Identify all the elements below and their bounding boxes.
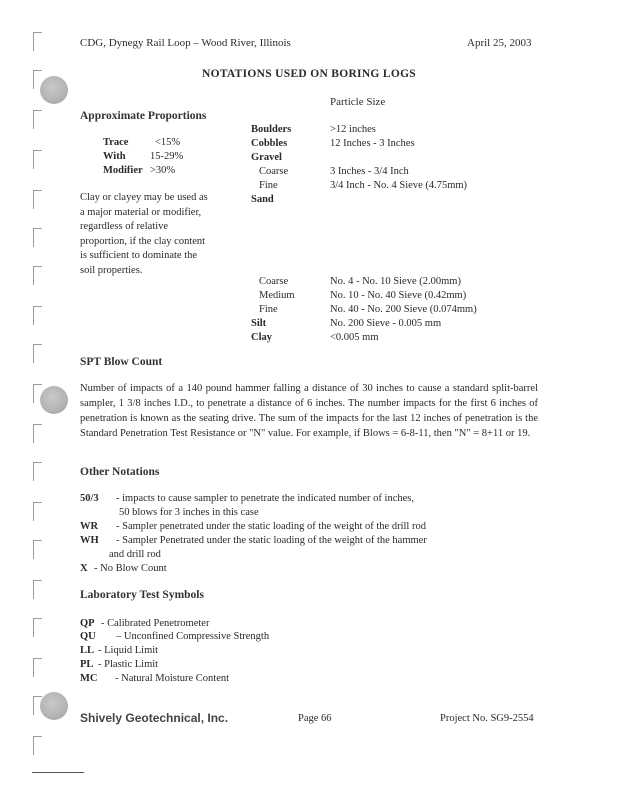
clay-note [80,191,208,279]
footer-page-number: Page 66 [298,713,332,724]
proportion-label: Modifier [103,165,143,176]
lab-desc: - Calibrated Penetrometer [101,618,210,629]
proportion-label: Trace [103,137,129,148]
particle-name: Silt [251,318,267,329]
particle-name: Coarse [259,166,289,177]
particle-name: Fine [259,304,278,315]
margin-tick [33,502,42,521]
notation-desc: - Sampler penetrated under the static loading of the weight of the drill rod [116,521,426,532]
punch-hole [40,692,68,720]
margin-tick [33,462,42,481]
clay-note-line: a major material or modifier, [80,206,202,218]
particle-name: Sand [251,194,274,205]
margin-tick [33,266,42,285]
particle-size: No. 10 - No. 40 Sieve (0.42mm) [330,290,467,301]
notation-code: WR [80,521,99,532]
margin-tick [33,150,42,169]
particle-name: Medium [259,290,295,301]
lab-desc: - Liquid Limit [98,645,159,656]
footer-project-number: Project No. SG9-2554 [440,713,534,724]
margin-tick [33,32,42,51]
spt-paragraph: Number of impacts of a 140 pound hammer falling a distance of 30 inches to cause a standard split-barrel sampler, 1 3/8 inches I.D., to penetrate a distance of 6 inches. The number impacts for the first 6 inches of penetration is known as the seating drive. The sum of the impacts for the last 12 inches of penetration is the Standard Penetration Test Resistance or "N" value. For example, if Blows = 6-8-11, then "N" = 8+11 or 19. [80,383,538,439]
notation-code: X [80,563,88,574]
margin-tick [33,228,42,247]
margin-tick [33,424,42,443]
notation-desc-cont: 50 blows for 3 inches in this case [119,507,259,518]
particle-size: 12 Inches - 3 Inches [330,138,415,149]
header-date: April 25, 2003 [467,37,532,49]
margin-tick [33,110,42,129]
footer-company: Shively Geotechnical, Inc. [80,711,229,725]
punch-hole [40,386,68,414]
other-notations-heading: Other Notations [80,466,160,478]
margin-tick [33,580,42,599]
clay-note-line: soil properties. [80,264,143,276]
spt-heading: SPT Blow Count [80,356,163,368]
proportion-label: With [103,151,126,162]
lab-code: QP [80,618,95,629]
notation-desc-cont: and drill rod [109,549,161,560]
margin-tick [33,306,42,325]
notation-desc: - Sampler Penetrated under the static loading of the weight of the hammer [116,535,427,546]
particle-name: Boulders [251,124,292,135]
lab-code: PL [80,659,94,670]
proportion-value: >30% [150,165,176,176]
lab-desc: – Unconfined Compressive Strength [116,631,270,642]
particle-name: Gravel [251,152,282,163]
notation-code: 50/3 [80,493,99,504]
clay-note-line: is sufficient to dominate the [80,250,198,262]
particle-size: No. 200 Sieve - 0.005 mm [330,318,442,329]
margin-tick [33,540,42,559]
clay-note-line: regardless of relative [80,221,169,233]
particle-size: 3 Inches - 3/4 Inch [330,166,409,177]
notation-code: WH [80,535,99,546]
punch-hole [40,76,68,104]
particle-size: 3/4 Inch - No. 4 Sieve (4.75mm) [330,180,468,191]
clay-note-line: Clay or clayey may be used as [80,192,208,203]
particle-name: Clay [251,332,272,343]
lab-symbols-heading: Laboratory Test Symbols [80,589,204,601]
lab-desc: - Plastic Limit [98,659,159,670]
particle-name: Coarse [259,276,289,287]
page-title: NOTATIONS USED ON BORING LOGS [201,68,417,80]
margin-tick [33,618,42,637]
particle-size-heading: Particle Size [330,96,386,108]
header-project: CDG, Dynegy Rail Loop – Wood River, Illinois [80,37,291,49]
particle-size: >12 inches [330,124,376,135]
lab-code: MC [80,673,98,684]
proportion-value: 15-29% [150,151,184,162]
lab-desc: - Natural Moisture Content [115,673,230,684]
notation-desc: - impacts to cause sampler to penetrate the indicated number of inches, [116,493,414,504]
footnote-rule [32,772,84,773]
particle-size: No. 40 - No. 200 Sieve (0.074mm) [330,304,477,315]
notation-desc: - No Blow Count [94,563,167,574]
margin-tick [33,190,42,209]
proportion-value: <15% [155,137,181,148]
particle-name: Fine [259,180,278,191]
proportions-heading: Approximate Proportions [80,110,207,122]
particle-size: <0.005 mm [330,332,379,343]
margin-tick [33,736,42,755]
particle-name: Cobbles [251,138,288,149]
margin-tick [33,658,42,677]
clay-note-line: proportion, if the clay content [80,235,206,247]
lab-code: QU [80,631,96,642]
lab-code: LL [80,645,95,656]
margin-tick [33,344,42,363]
particle-size: No. 4 - No. 10 Sieve (2.00mm) [330,276,461,287]
